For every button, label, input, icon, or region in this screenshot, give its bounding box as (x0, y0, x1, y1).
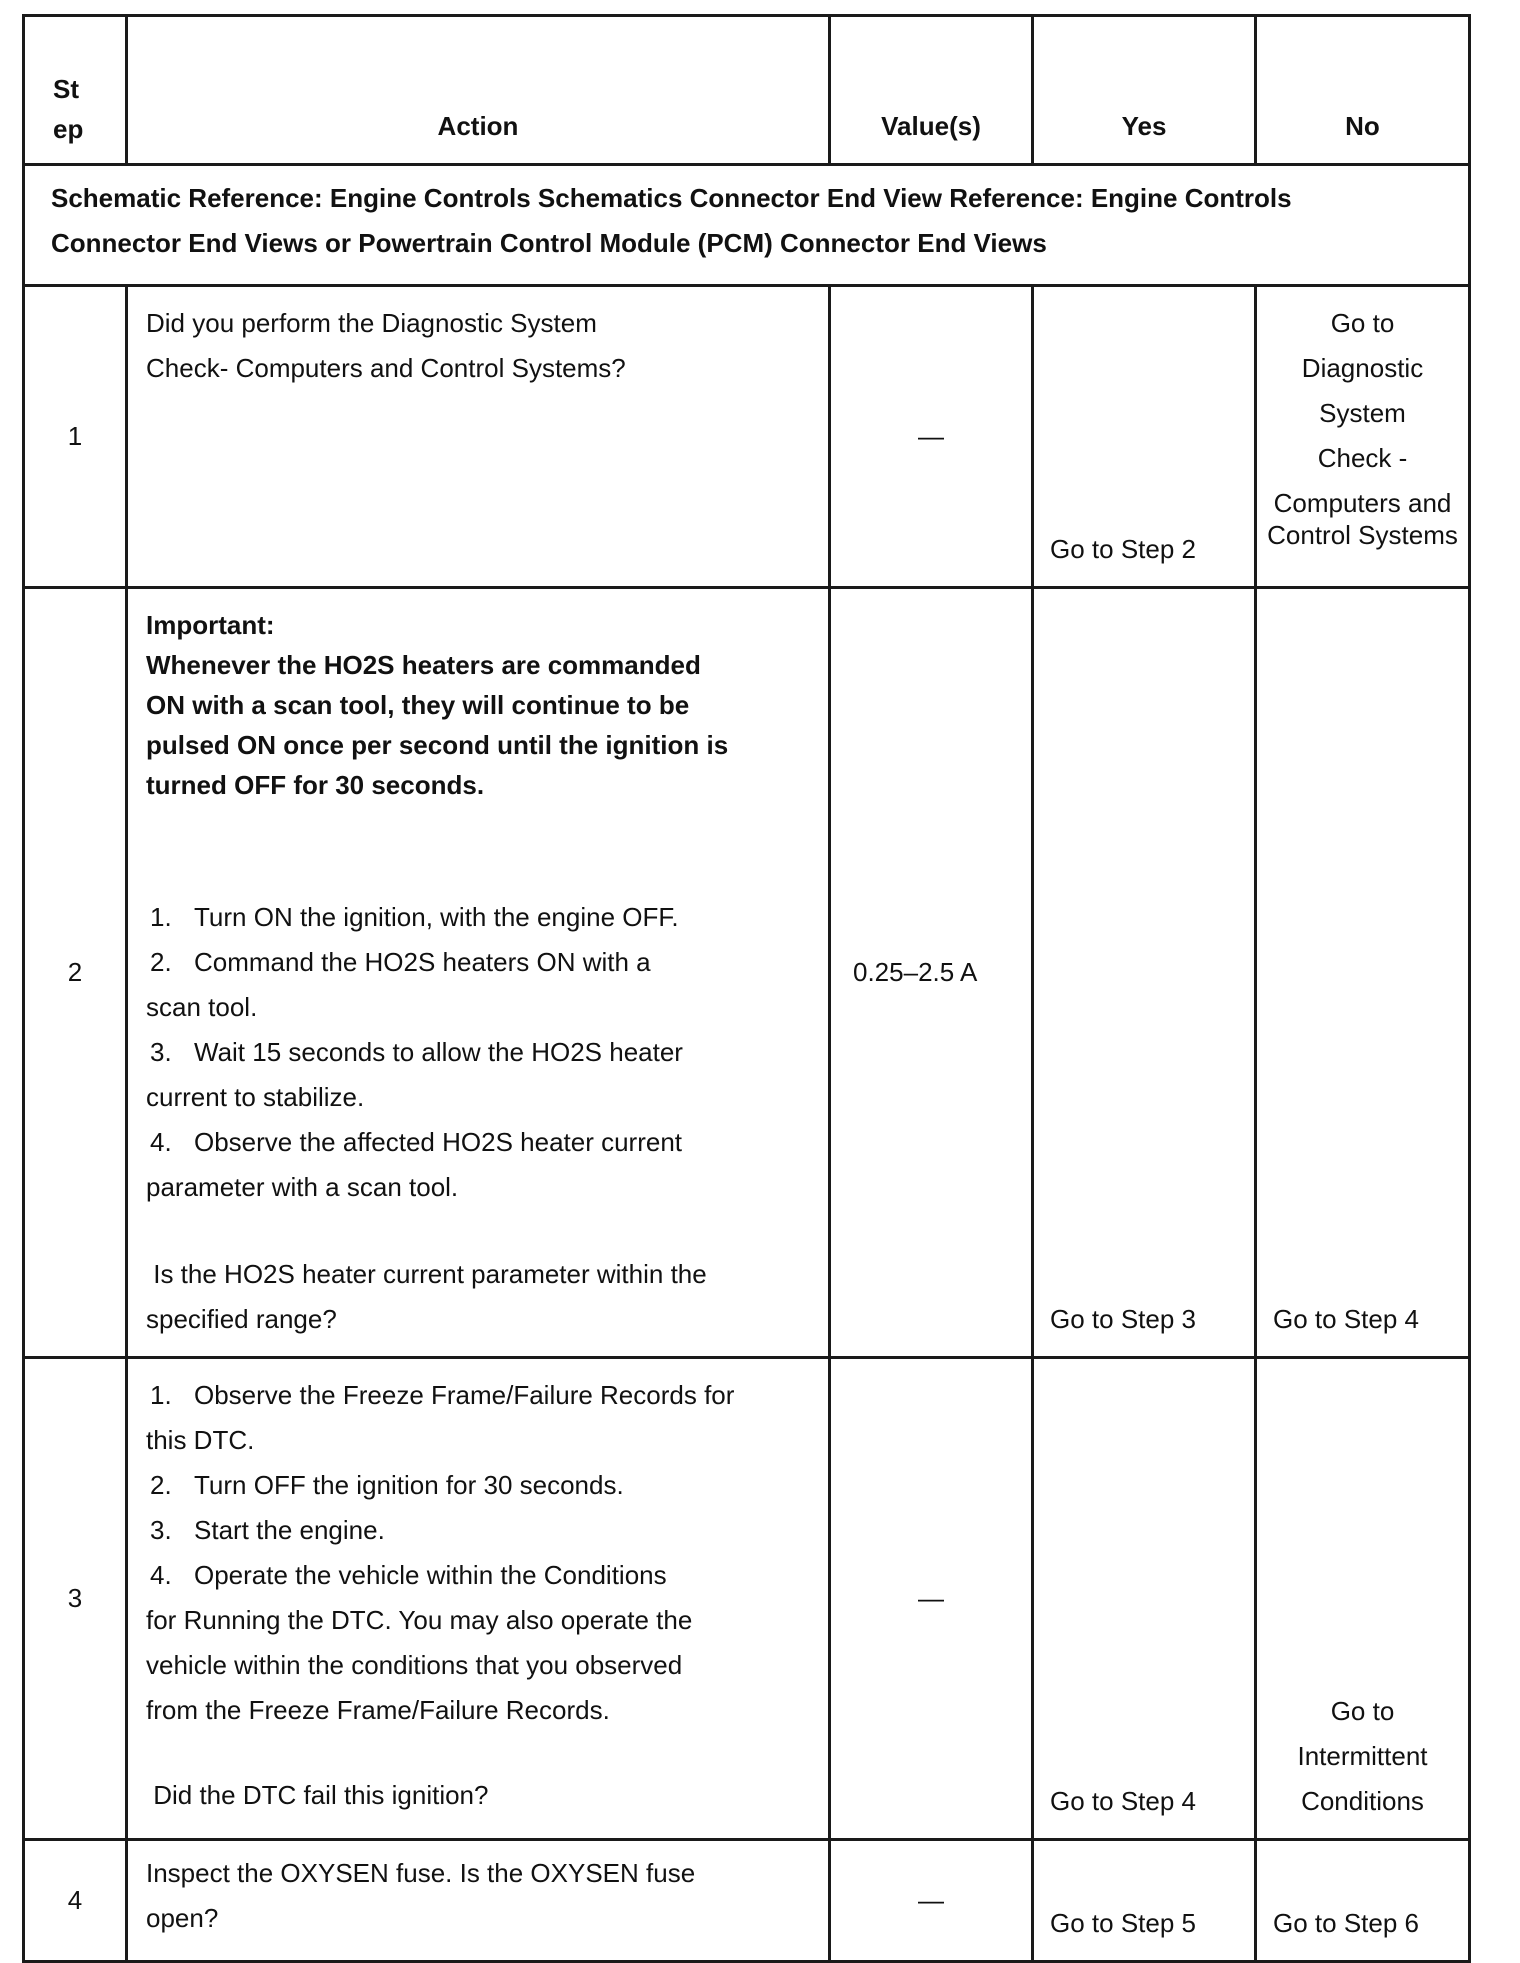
procedure-step: 1. Observe the Freeze Frame/Failure Records for (150, 1380, 735, 1410)
yes-link[interactable]: Go to Step 2 (1050, 534, 1196, 564)
procedure-step-cont: from the Freeze Frame/Failure Records. (146, 1695, 610, 1725)
important-line: ON with a scan tool, they will continue to be (146, 690, 690, 720)
no-link[interactable]: Go to Step 6 (1273, 1908, 1419, 1938)
yes-link[interactable]: Go to Step 5 (1050, 1908, 1196, 1938)
value-cell: — (830, 1840, 1033, 1962)
yes-cell (1033, 588, 1256, 1358)
step-row-3 (24, 1358, 1470, 1840)
header-step-line2: ep (53, 114, 84, 144)
schematic-reference-row (24, 165, 1470, 286)
procedure-step: 2. Turn OFF the ignition for 30 seconds. (150, 1470, 624, 1500)
yes-link[interactable]: Go to Step 4 (1050, 1786, 1196, 1816)
no-link[interactable]: Go to Intermittent Conditions (1297, 1696, 1428, 1816)
header-values: Value(s) (830, 16, 1033, 165)
yes-cell (1033, 1840, 1256, 1962)
no-cell (1256, 1358, 1470, 1840)
value-cell: — (830, 1358, 1033, 1840)
schematic-line-1: Schematic Reference: Engine Controls Schematics Connector End View Reference: Engine Controls (51, 183, 1292, 213)
header-no: No (1256, 16, 1470, 165)
step-number: 4 (24, 1840, 127, 1962)
value-cell: — (830, 286, 1033, 588)
action-cell (127, 1358, 830, 1840)
procedure-step: 4. Observe the affected HO2S heater current (150, 1127, 683, 1157)
header-step-line1: St (53, 74, 79, 104)
procedure-step-cont: current to stabilize. (146, 1082, 365, 1112)
action-cell (127, 286, 830, 588)
important-label: Important: (146, 610, 275, 640)
procedure-step: 2. Command the HO2S heaters ON with a (150, 947, 651, 977)
procedure-step-cont: vehicle within the conditions that you observed (146, 1650, 683, 1680)
step-row-4 (24, 1840, 1470, 1962)
question-line: specified range? (146, 1304, 337, 1334)
procedure-step-cont: parameter with a scan tool. (146, 1172, 459, 1202)
yes-link[interactable]: Go to Step 3 (1050, 1304, 1196, 1334)
header-step (24, 16, 127, 165)
question-line: Is the HO2S heater current parameter within the (146, 1259, 707, 1289)
header-row (24, 16, 1470, 165)
procedure-step: 3. Wait 15 seconds to allow the HO2S heater (150, 1037, 683, 1067)
question-line: Did the DTC fail this ignition? (146, 1780, 489, 1810)
action-cell (127, 1840, 830, 1962)
important-line: turned OFF for 30 seconds. (146, 770, 485, 800)
no-link[interactable]: Go to Step 4 (1273, 1304, 1419, 1334)
procedure-step-cont: this DTC. (146, 1425, 255, 1455)
procedure-step-cont: for Running the DTC. You may also operate the (146, 1605, 693, 1635)
action-line: open? (146, 1903, 219, 1933)
no-cell (1256, 286, 1470, 588)
no-link[interactable]: Go to Diagnostic System Check - Computers and Control Systems (1267, 308, 1458, 550)
action-cell (127, 588, 830, 1358)
yes-cell (1033, 286, 1256, 588)
step-number: 3 (24, 1358, 127, 1840)
procedure-step-cont: scan tool. (146, 992, 258, 1022)
procedure-step: 3. Start the engine. (150, 1515, 385, 1545)
step-row-1 (24, 286, 1470, 588)
header-yes: Yes (1033, 16, 1256, 165)
step-number: 2 (24, 588, 127, 1358)
yes-cell (1033, 1358, 1256, 1840)
important-line: pulsed ON once per second until the ignition is (146, 730, 729, 760)
value-cell: 0.25–2.5 A (830, 588, 1033, 1358)
procedure-step: 4. Operate the vehicle within the Conditions (150, 1560, 667, 1590)
no-cell (1256, 588, 1470, 1358)
schematic-line-2: Connector End Views or Powertrain Control Module (PCM) Connector End Views (51, 228, 1047, 258)
step-number: 1 (24, 286, 127, 588)
schematic-reference (24, 165, 1470, 286)
no-cell (1256, 1840, 1470, 1962)
diagnostic-table (22, 14, 1471, 1963)
procedure-step: 1. Turn ON the ignition, with the engine OFF. (150, 902, 679, 932)
important-line: Whenever the HO2S heaters are commanded (146, 650, 701, 680)
step-row-2 (24, 588, 1470, 1358)
action-line: Inspect the OXYSEN fuse. Is the OXYSEN fuse (146, 1858, 696, 1888)
action-line: Did you perform the Diagnostic System (146, 308, 597, 338)
action-line: Check- Computers and Control Systems? (146, 353, 626, 383)
header-action: Action (127, 16, 830, 165)
